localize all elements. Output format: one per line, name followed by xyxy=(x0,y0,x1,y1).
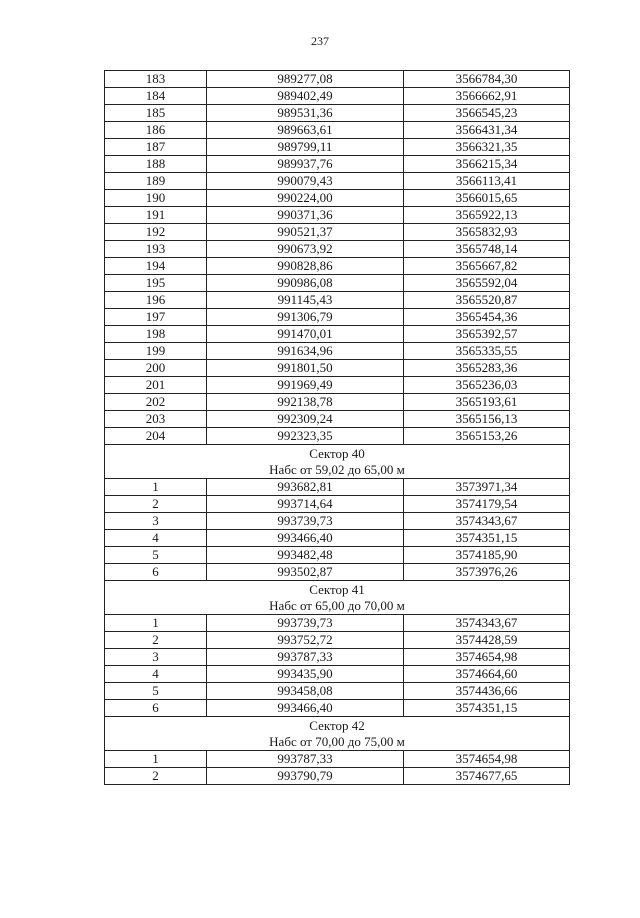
x-coordinate-cell: 993787,33 xyxy=(207,649,404,666)
x-coordinate-cell: 993482,48 xyxy=(207,547,404,564)
table-row xyxy=(105,241,570,258)
x-coordinate-cell: 990371,36 xyxy=(207,207,404,224)
y-coordinate-cell: 3565592,04 xyxy=(404,275,570,292)
table-row xyxy=(105,190,570,207)
point-number-cell: 189 xyxy=(105,173,207,190)
y-coordinate-cell: 3565922,13 xyxy=(404,207,570,224)
y-coordinate-cell: 3574351,15 xyxy=(404,530,570,547)
x-coordinate-cell: 990224,00 xyxy=(207,190,404,207)
y-coordinate-cell: 3566321,35 xyxy=(404,139,570,156)
x-coordinate-cell: 993435,90 xyxy=(207,666,404,683)
x-coordinate-cell: 990079,43 xyxy=(207,173,404,190)
point-number-cell: 197 xyxy=(105,309,207,326)
point-number-cell: 198 xyxy=(105,326,207,343)
y-coordinate-cell: 3565454,36 xyxy=(404,309,570,326)
table-row xyxy=(105,224,570,241)
point-number-cell: 6 xyxy=(105,564,207,581)
x-coordinate-cell: 991306,79 xyxy=(207,309,404,326)
y-coordinate-cell: 3574654,98 xyxy=(404,649,570,666)
x-coordinate-cell: 993502,87 xyxy=(207,564,404,581)
table-row xyxy=(105,360,570,377)
x-coordinate-cell: 992138,78 xyxy=(207,394,404,411)
x-coordinate-cell: 990828,86 xyxy=(207,258,404,275)
y-coordinate-cell: 3574654,98 xyxy=(404,751,570,768)
y-coordinate-cell: 3566215,34 xyxy=(404,156,570,173)
table-row xyxy=(105,139,570,156)
x-coordinate-cell: 992309,24 xyxy=(207,411,404,428)
y-coordinate-cell: 3565392,57 xyxy=(404,326,570,343)
table-row xyxy=(105,207,570,224)
point-number-cell: 187 xyxy=(105,139,207,156)
x-coordinate-cell: 993682,81 xyxy=(207,479,404,496)
sector-header-row xyxy=(105,445,570,479)
point-number-cell: 6 xyxy=(105,700,207,717)
table-row xyxy=(105,615,570,632)
x-coordinate-cell: 993752,72 xyxy=(207,632,404,649)
sector-title: Сектор 40 xyxy=(309,445,365,461)
point-number-cell: 202 xyxy=(105,394,207,411)
table-row xyxy=(105,156,570,173)
point-number-cell: 200 xyxy=(105,360,207,377)
table-row xyxy=(105,547,570,564)
y-coordinate-cell: 3573971,34 xyxy=(404,479,570,496)
y-coordinate-cell: 3565748,14 xyxy=(404,241,570,258)
table-row xyxy=(105,71,570,88)
point-number-cell: 188 xyxy=(105,156,207,173)
page-number: 237 xyxy=(311,34,329,48)
point-number-cell: 1 xyxy=(105,751,207,768)
point-number-cell: 2 xyxy=(105,768,207,785)
point-number-cell: 194 xyxy=(105,258,207,275)
x-coordinate-cell: 989799,11 xyxy=(207,139,404,156)
x-coordinate-cell: 993790,79 xyxy=(207,768,404,785)
point-number-cell: 185 xyxy=(105,105,207,122)
point-number-cell: 204 xyxy=(105,428,207,445)
table-row xyxy=(105,343,570,360)
y-coordinate-cell: 3566662,91 xyxy=(404,88,570,105)
y-coordinate-cell: 3565236,03 xyxy=(404,377,570,394)
point-number-cell: 203 xyxy=(105,411,207,428)
y-coordinate-cell: 3565283,36 xyxy=(404,360,570,377)
table-row xyxy=(105,530,570,547)
table-row xyxy=(105,394,570,411)
table-row xyxy=(105,88,570,105)
x-coordinate-cell: 993714,64 xyxy=(207,496,404,513)
table-row xyxy=(105,326,570,343)
sector-title: Сектор 42 xyxy=(309,717,365,733)
y-coordinate-cell: 3574343,67 xyxy=(404,615,570,632)
y-coordinate-cell: 3565667,82 xyxy=(404,258,570,275)
x-coordinate-cell: 989937,76 xyxy=(207,156,404,173)
x-coordinate-cell: 989277,08 xyxy=(207,71,404,88)
x-coordinate-cell: 993458,08 xyxy=(207,683,404,700)
y-coordinate-cell: 3574343,67 xyxy=(404,513,570,530)
y-coordinate-cell: 3565335,55 xyxy=(404,343,570,360)
table-row xyxy=(105,428,570,445)
point-number-cell: 4 xyxy=(105,666,207,683)
y-coordinate-cell: 3566545,23 xyxy=(404,105,570,122)
sector-elevation-range: Набс от 70,00 до 75,00 м xyxy=(269,733,405,749)
y-coordinate-cell: 3574351,15 xyxy=(404,700,570,717)
table-row xyxy=(105,309,570,326)
y-coordinate-cell: 3566784,30 xyxy=(404,71,570,88)
y-coordinate-cell: 3573976,26 xyxy=(404,564,570,581)
point-number-cell: 2 xyxy=(105,496,207,513)
table-row xyxy=(105,258,570,275)
table-row xyxy=(105,564,570,581)
table-row xyxy=(105,751,570,768)
point-number-cell: 196 xyxy=(105,292,207,309)
y-coordinate-cell: 3565193,61 xyxy=(404,394,570,411)
x-coordinate-cell: 993739,73 xyxy=(207,615,404,632)
x-coordinate-cell: 991470,01 xyxy=(207,326,404,343)
y-coordinate-cell: 3566015,65 xyxy=(404,190,570,207)
table-row xyxy=(105,105,570,122)
sector-title: Сектор 41 xyxy=(309,581,365,597)
point-number-cell: 183 xyxy=(105,71,207,88)
y-coordinate-cell: 3566113,41 xyxy=(404,173,570,190)
x-coordinate-cell: 989531,36 xyxy=(207,105,404,122)
table-row xyxy=(105,513,570,530)
point-number-cell: 193 xyxy=(105,241,207,258)
table-row xyxy=(105,122,570,139)
x-coordinate-cell: 991145,43 xyxy=(207,292,404,309)
x-coordinate-cell: 993466,40 xyxy=(207,530,404,547)
x-coordinate-cell: 993739,73 xyxy=(207,513,404,530)
sector-elevation-range: Набс от 65,00 до 70,00 м xyxy=(269,597,405,613)
point-number-cell: 5 xyxy=(105,547,207,564)
point-number-cell: 184 xyxy=(105,88,207,105)
x-coordinate-cell: 993787,33 xyxy=(207,751,404,768)
point-number-cell: 3 xyxy=(105,649,207,666)
sector-header xyxy=(105,717,570,751)
y-coordinate-cell: 3566431,34 xyxy=(404,122,570,139)
x-coordinate-cell: 992323,35 xyxy=(207,428,404,445)
point-number-cell: 4 xyxy=(105,530,207,547)
table-row xyxy=(105,496,570,513)
x-coordinate-cell: 993466,40 xyxy=(207,700,404,717)
point-number-cell: 190 xyxy=(105,190,207,207)
x-coordinate-cell: 991969,49 xyxy=(207,377,404,394)
x-coordinate-cell: 991634,96 xyxy=(207,343,404,360)
point-number-cell: 191 xyxy=(105,207,207,224)
table-row xyxy=(105,683,570,700)
table-row xyxy=(105,768,570,785)
point-number-cell: 201 xyxy=(105,377,207,394)
x-coordinate-cell: 989402,49 xyxy=(207,88,404,105)
table-row xyxy=(105,173,570,190)
point-number-cell: 3 xyxy=(105,513,207,530)
y-coordinate-cell: 3574436,66 xyxy=(404,683,570,700)
sector-header-row xyxy=(105,581,570,615)
table-row xyxy=(105,377,570,394)
sector-header-row xyxy=(105,717,570,751)
point-number-cell: 5 xyxy=(105,683,207,700)
y-coordinate-cell: 3574664,60 xyxy=(404,666,570,683)
point-number-cell: 1 xyxy=(105,479,207,496)
coordinates-table-body xyxy=(105,71,570,785)
point-number-cell: 192 xyxy=(105,224,207,241)
x-coordinate-cell: 990521,37 xyxy=(207,224,404,241)
y-coordinate-cell: 3565156,13 xyxy=(404,411,570,428)
table-row xyxy=(105,275,570,292)
y-coordinate-cell: 3574428,59 xyxy=(404,632,570,649)
y-coordinate-cell: 3565832,93 xyxy=(404,224,570,241)
x-coordinate-cell: 991801,50 xyxy=(207,360,404,377)
table-row xyxy=(105,700,570,717)
point-number-cell: 1 xyxy=(105,615,207,632)
point-number-cell: 2 xyxy=(105,632,207,649)
table-row xyxy=(105,479,570,496)
sector-elevation-range: Набс от 59,02 до 65,00 м xyxy=(269,461,405,477)
table-row xyxy=(105,649,570,666)
x-coordinate-cell: 990986,08 xyxy=(207,275,404,292)
y-coordinate-cell: 3574677,65 xyxy=(404,768,570,785)
sector-header xyxy=(105,445,570,479)
point-number-cell: 195 xyxy=(105,275,207,292)
point-number-cell: 186 xyxy=(105,122,207,139)
coordinates-table xyxy=(104,70,570,785)
table-row xyxy=(105,666,570,683)
y-coordinate-cell: 3574185,90 xyxy=(404,547,570,564)
y-coordinate-cell: 3565520,87 xyxy=(404,292,570,309)
table-row xyxy=(105,632,570,649)
table-row xyxy=(105,411,570,428)
x-coordinate-cell: 989663,61 xyxy=(207,122,404,139)
y-coordinate-cell: 3574179,54 xyxy=(404,496,570,513)
sector-header xyxy=(105,581,570,615)
table-row xyxy=(105,292,570,309)
x-coordinate-cell: 990673,92 xyxy=(207,241,404,258)
point-number-cell: 199 xyxy=(105,343,207,360)
y-coordinate-cell: 3565153,26 xyxy=(404,428,570,445)
